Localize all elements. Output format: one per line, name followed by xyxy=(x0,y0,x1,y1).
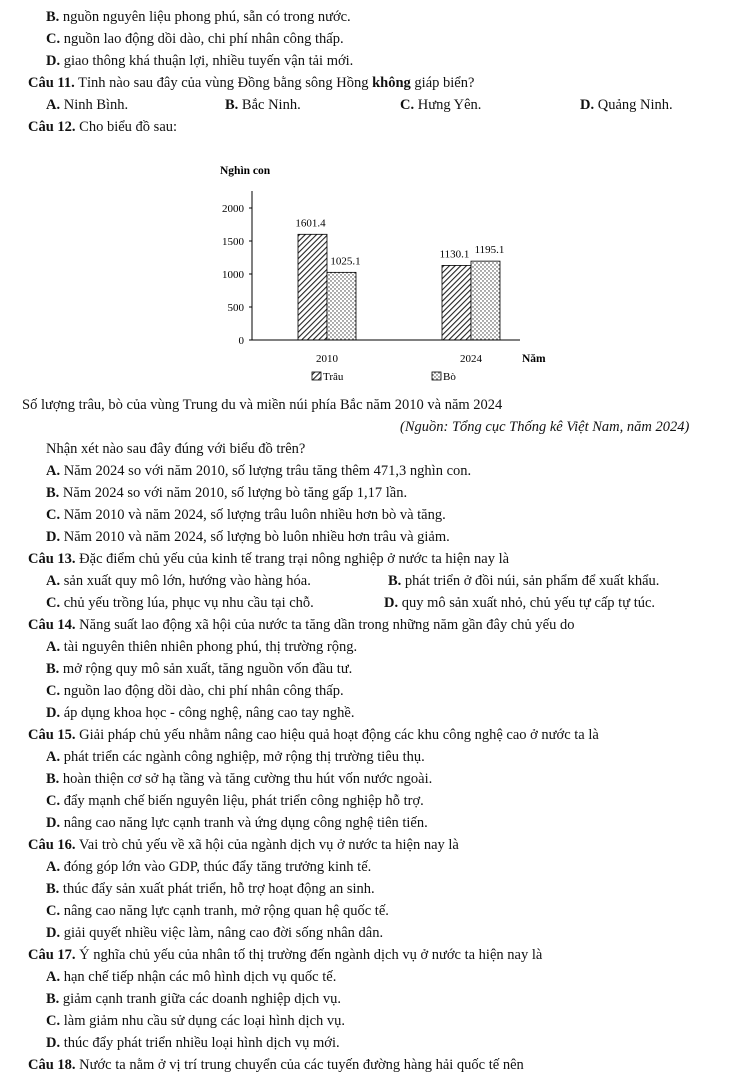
question-17: Câu 17. Ý nghĩa chủ yếu của nhân tố thị trường đến ngành dịch vụ ở nước ta hiện nay là xyxy=(28,947,543,963)
question-14: Câu 14. Năng suất lao động xã hội của nước ta tăng dần trong những năm gần đây chủ yếu do xyxy=(28,617,575,633)
y-axis-label: Nghìn con xyxy=(220,165,271,177)
x-tick-label: 2010 xyxy=(316,353,338,365)
data-label: 1601.4 xyxy=(295,217,326,230)
option-line: B. nguồn nguyên liệu phong phú, sẵn có trong nước. xyxy=(46,9,351,25)
q15-option-a: A. phát triển các ngành công nghiệp, mở rộng thị trường tiêu thụ. xyxy=(46,749,425,765)
q11-option-a: A. Ninh Bình. xyxy=(46,97,129,113)
q15-option-c: C. đẩy mạnh chế biến nguyên liệu, phát triển công nghiệp hỗ trợ. xyxy=(46,793,424,809)
legend-label-trau: Trâu xyxy=(323,371,344,383)
legend-swatch-bo xyxy=(432,372,441,380)
q17-option-b: B. giảm cạnh tranh giữa các doanh nghiệp dịch vụ. xyxy=(46,991,341,1007)
chart-caption: Số lượng trâu, bò của vùng Trung du và miền núi phía Bắc năm 2010 và năm 2024 xyxy=(22,397,503,413)
q14-option-c: C. nguồn lao động dồi dào, chi phí nhân công thấp. xyxy=(46,683,344,699)
q11-option-b: B. Bắc Ninh. xyxy=(225,97,301,113)
y-tick-label: 2000 xyxy=(222,203,244,215)
question-12: Câu 12. Cho biểu đồ sau: xyxy=(28,119,178,135)
q16-option-b: B. thúc đẩy sản xuất phát triển, hỗ trợ hoạt động an sinh. xyxy=(46,881,375,897)
q13-option-d: D. quy mô sản xuất nhỏ, chủ yếu tự cấp tự túc. xyxy=(384,595,656,611)
q12-option-c: C. Năm 2010 và năm 2024, số lượng trâu luôn nhiều hơn bò và tăng. xyxy=(46,507,446,523)
x-axis-label: Năm xyxy=(522,353,546,365)
q12-option-a: A. Năm 2024 so với năm 2010, số lượng trâu tăng thêm 471,3 nghìn con. xyxy=(46,463,472,479)
q14-option-d: D. áp dụng khoa học - công nghệ, nâng cao tay nghề. xyxy=(46,705,355,721)
q16-option-c: C. nâng cao năng lực cạnh tranh, mở rộng quan hệ quốc tế. xyxy=(46,903,389,919)
question-18: Câu 18. Nước ta nằm ở vị trí trung chuyển của các tuyến đường hàng hải quốc tế nên xyxy=(28,1057,524,1073)
y-tick-label: 1500 xyxy=(222,236,244,248)
question-prompt: Nhận xét nào sau đây đúng với biểu đồ trên? xyxy=(46,441,306,457)
q16-option-d: D. giải quyết nhiều việc làm, nâng cao đời sống nhân dân. xyxy=(46,925,384,941)
bar-bo-2024 xyxy=(471,261,500,340)
q11-option-d: D. Quảng Ninh. xyxy=(580,97,673,113)
legend xyxy=(312,371,456,383)
q12-option-d: D. Năm 2010 và năm 2024, số lượng bò luôn nhiều hơn trâu và giảm. xyxy=(46,529,450,545)
question-13: Câu 13. Đặc điểm chủ yếu của kinh tế trang trại nông nghiệp ở nước ta hiện nay là xyxy=(28,551,510,567)
bar-trau-2010 xyxy=(298,234,327,340)
bar-trau-2024 xyxy=(442,265,471,340)
data-label: 1195.1 xyxy=(474,244,505,257)
q13-option-b: B. phát triển ở đồi núi, sản phẩm để xuất khẩu. xyxy=(388,573,660,589)
question-15: Câu 15. Giải pháp chủ yếu nhằm nâng cao hiệu quả hoạt động các khu công nghệ cao ở nước ta là xyxy=(28,727,599,743)
q12-option-b: B. Năm 2024 so với năm 2010, số lượng bò tăng gấp 1,17 lần. xyxy=(46,485,408,501)
q16-option-a: A. đóng góp lớn vào GDP, thúc đẩy tăng trưởng kinh tế. xyxy=(46,859,372,875)
q17-option-a: A. hạn chế tiếp nhận các mô hình dịch vụ quốc tế. xyxy=(46,969,337,985)
q15-option-b: B. hoàn thiện cơ sở hạ tầng và tăng cường thu hút vốn nước ngoài. xyxy=(46,771,433,787)
data-label: 1025.1 xyxy=(330,255,361,268)
question-16: Câu 16. Vai trò chủ yếu về xã hội của ngành dịch vụ ở nước ta hiện nay là xyxy=(28,837,459,853)
option-line: C. nguồn lao động dồi dào, chi phí nhân công thấp. xyxy=(46,31,344,47)
q17-option-d: D. thúc đẩy phát triển nhiều loại hình dịch vụ mới. xyxy=(46,1035,340,1051)
legend-swatch-trau xyxy=(312,372,321,380)
y-tick-label: 500 xyxy=(227,302,244,314)
bar-chart xyxy=(200,158,580,390)
chart-source: (Nguồn: Tổng cục Thống kê Việt Nam, năm 2024) xyxy=(400,419,690,435)
q14-option-a: A. tài nguyên thiên nhiên phong phú, thị trường rộng. xyxy=(46,639,358,655)
y-tick-label: 1000 xyxy=(222,269,244,281)
y-tick-label: 0 xyxy=(238,335,244,347)
q17-option-c: C. làm giảm nhu cầu sử dụng các loại hình dịch vụ. xyxy=(46,1013,346,1029)
legend-label-bo: Bò xyxy=(443,371,456,383)
x-tick-label: 2024 xyxy=(460,353,482,365)
q11-option-c: C. Hưng Yên. xyxy=(400,97,482,113)
data-label: 1130.1 xyxy=(439,248,470,261)
bar-bo-2010 xyxy=(327,272,356,340)
question-11: Câu 11. Tỉnh nào sau đây của vùng Đồng bằng sông Hồng không giáp biển? xyxy=(28,75,475,91)
q13-option-c: C. chủ yếu trồng lúa, phục vụ nhu cầu tại chỗ. xyxy=(46,595,314,611)
q14-option-b: B. mở rộng quy mô sản xuất, tăng nguồn vốn đầu tư. xyxy=(46,661,353,677)
q13-option-a: A. sản xuất quy mô lớn, hướng vào hàng hóa. xyxy=(46,573,311,589)
q15-option-d: D. nâng cao năng lực cạnh tranh và ứng dụng công nghệ tiên tiến. xyxy=(46,815,428,831)
option-line: D. giao thông khá thuận lợi, nhiều tuyến vận tải mới. xyxy=(46,53,354,69)
